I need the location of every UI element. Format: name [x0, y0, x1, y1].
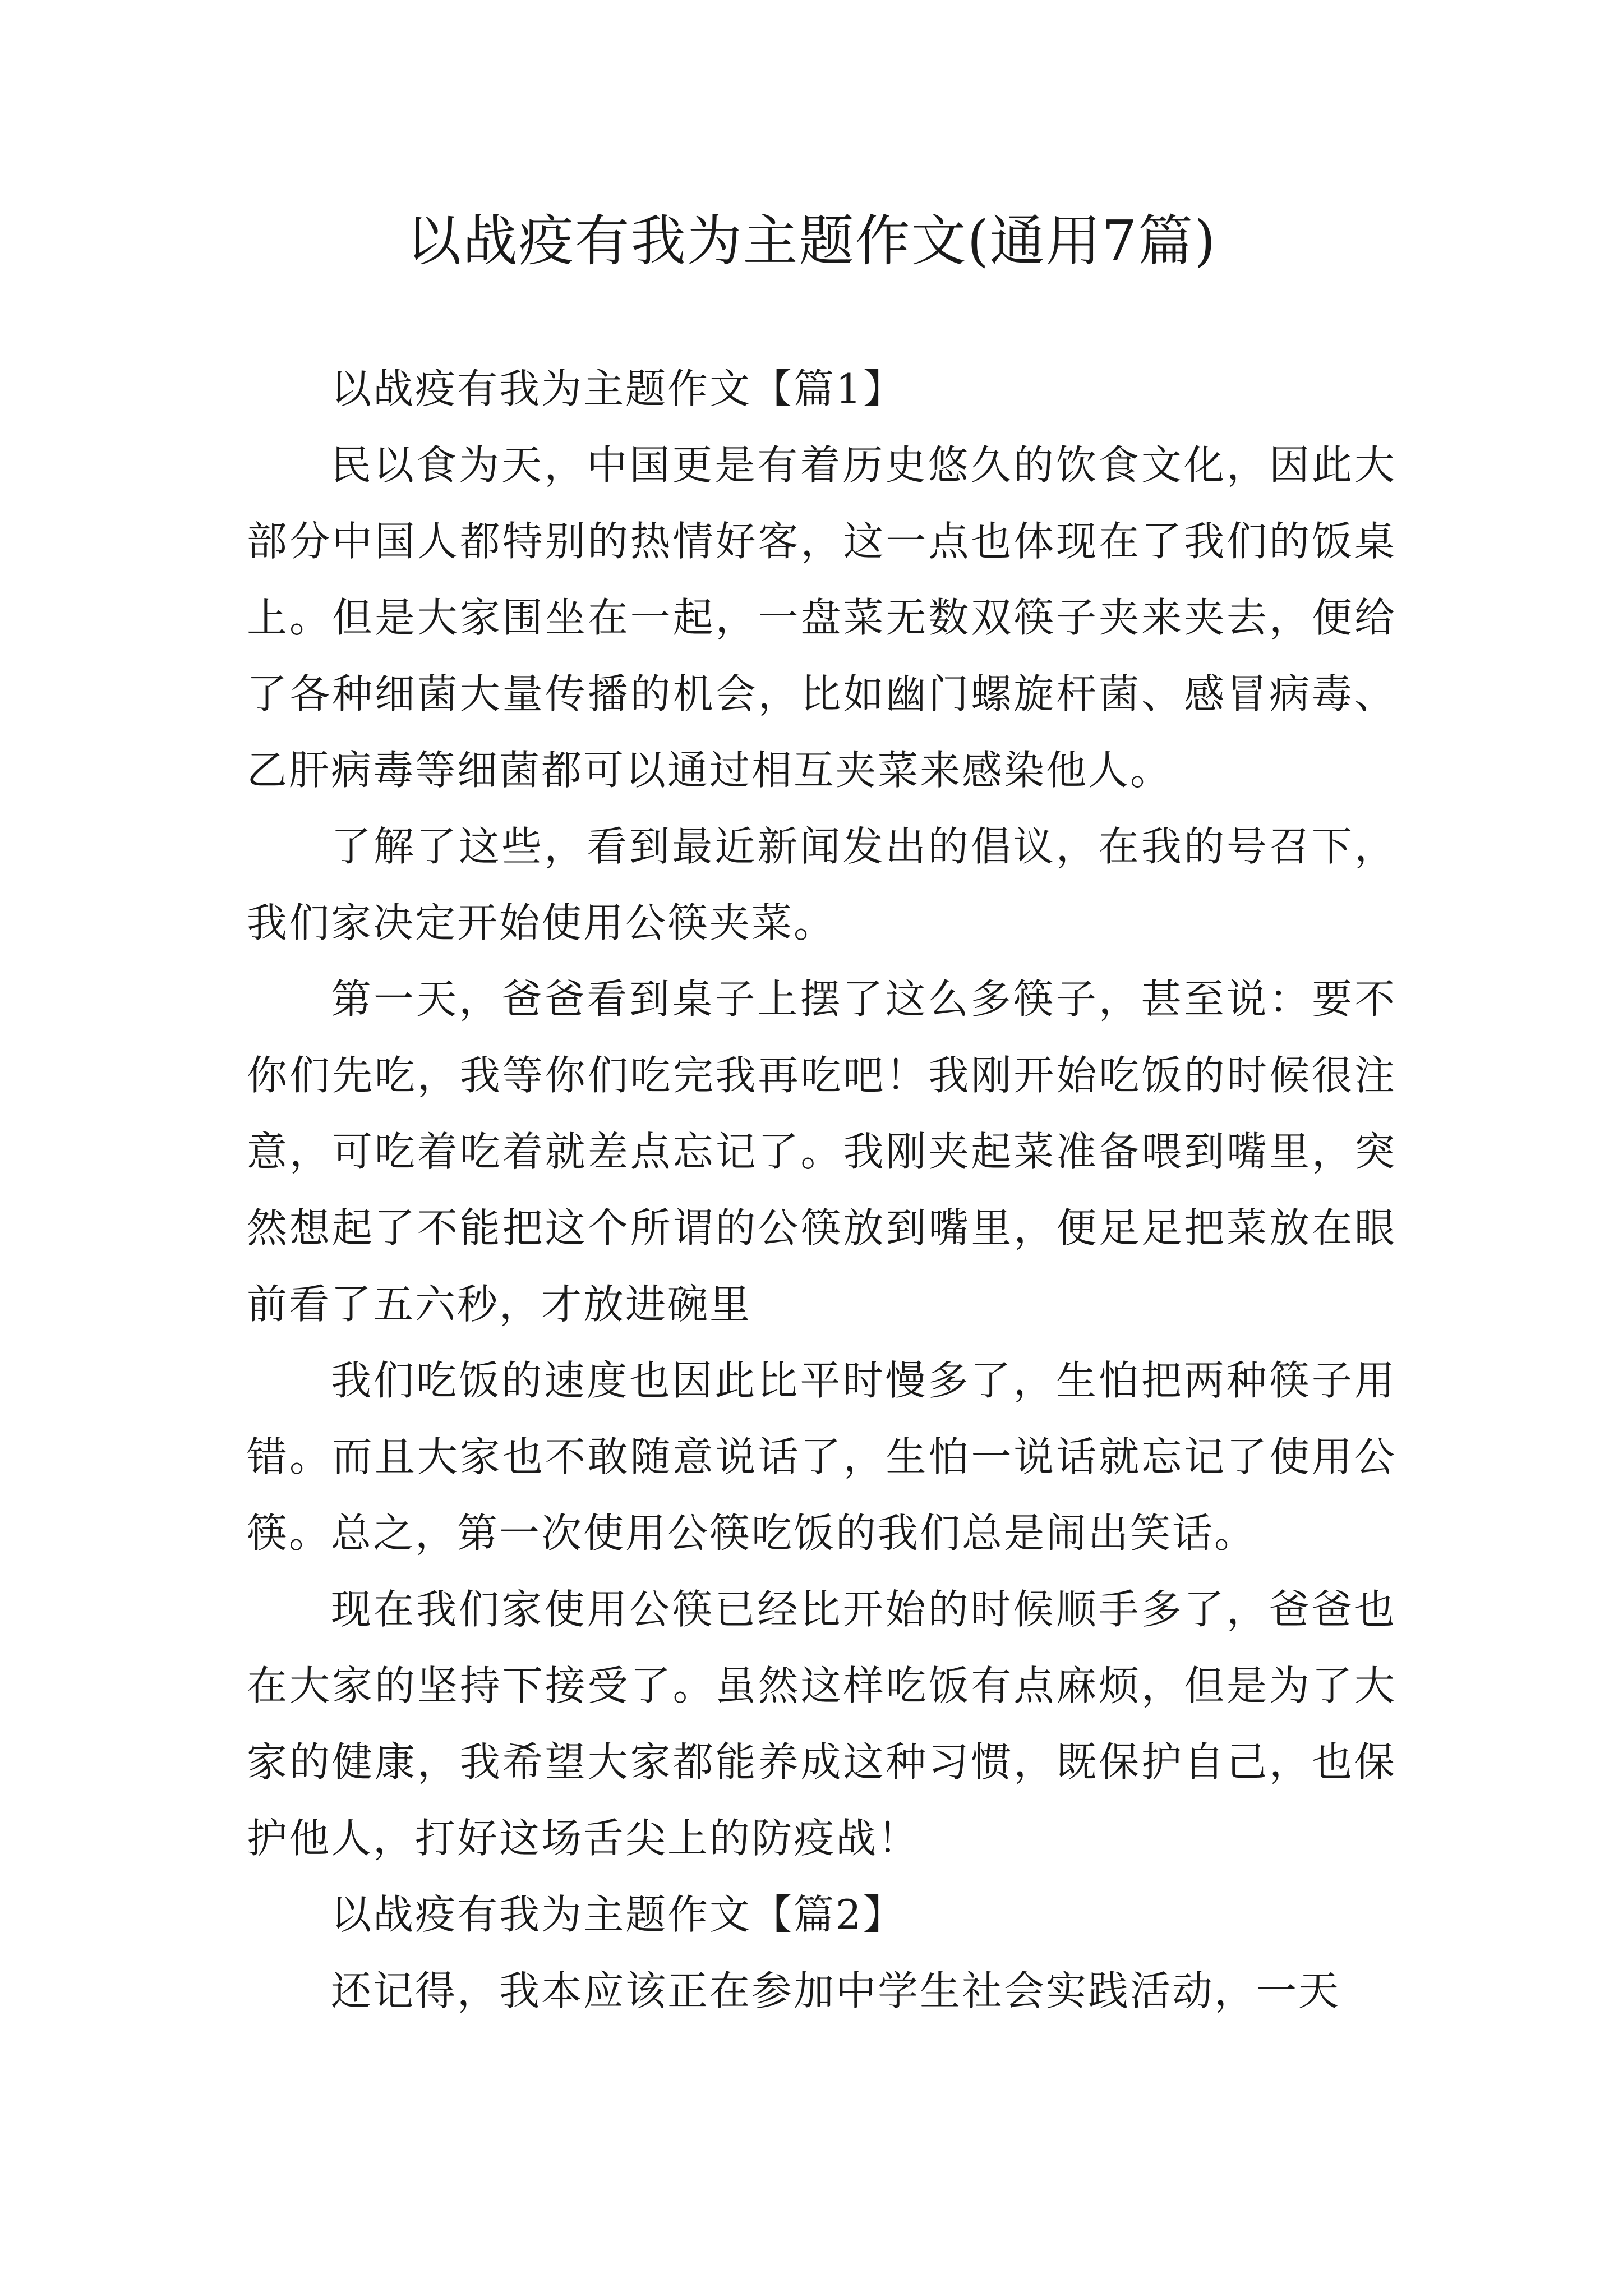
- paragraph-4: 我们吃饭的速度也因此比平时慢多了，生怕把两种筷子用错。而且大家也不敢随意说话了，生怕一说话就忘记了使用公筷。总之，第一次使用公筷吃饭的我们总是闹出笑话。: [247, 1357, 1396, 1557]
- section-heading-2: 以战疫有我为主题作文【篇2】: [331, 1891, 905, 1938]
- document-title: 以战疫有我为主题作文(通用7篇): [406, 209, 1217, 273]
- paragraph-6: 还记得，我本应该正在参加中学生社会实践活动，一天: [331, 1967, 1341, 2014]
- paragraph-2: 了解了这些，看到最近新闻发出的倡议，在我的号召下，我们家决定开始使用公筷夹菜。: [247, 823, 1396, 946]
- paragraph-5: 现在我们家使用公筷已经比开始的时候顺手多了，爸爸也在大家的坚持下接受了。虽然这样吃饭有点麻烦，但是为了大家的健康，我希望大家都能养成这种习惯，既保护自己，也保护他人，打好这场舌尖上的防疫战！: [247, 1586, 1396, 1862]
- paragraph-1: 民以食为天，中国更是有着历史悠久的饮食文化，因此大部分中国人都特别的热情好客，这一点也体现在了我们的饭桌上。但是大家围坐在一起，一盘菜无数双筷子夹来夹去，便给了各种细菌大量传播的机会，比如幽门螺旋杆菌、感冒病毒、乙肝病毒等细菌都可以通过相互夹菜来感染他人。: [247, 441, 1396, 794]
- document-body: [247, 351, 1396, 2029]
- section-heading-1: 以战疫有我为主题作文【篇1】: [331, 365, 905, 412]
- paragraph-3: 第一天，爸爸看到桌子上摆了这么多筷子，甚至说：要不你们先吃，我等你们吃完我再吃吧！我刚开始吃饭的时候很注意，可吃着吃着就差点忘记了。我刚夹起菜准备喂到嘴里，突然想起了不能把这个所谓的公筷放到嘴里，便足足把菜放在眼前看了五六秒，才放进碗里: [247, 976, 1396, 1328]
